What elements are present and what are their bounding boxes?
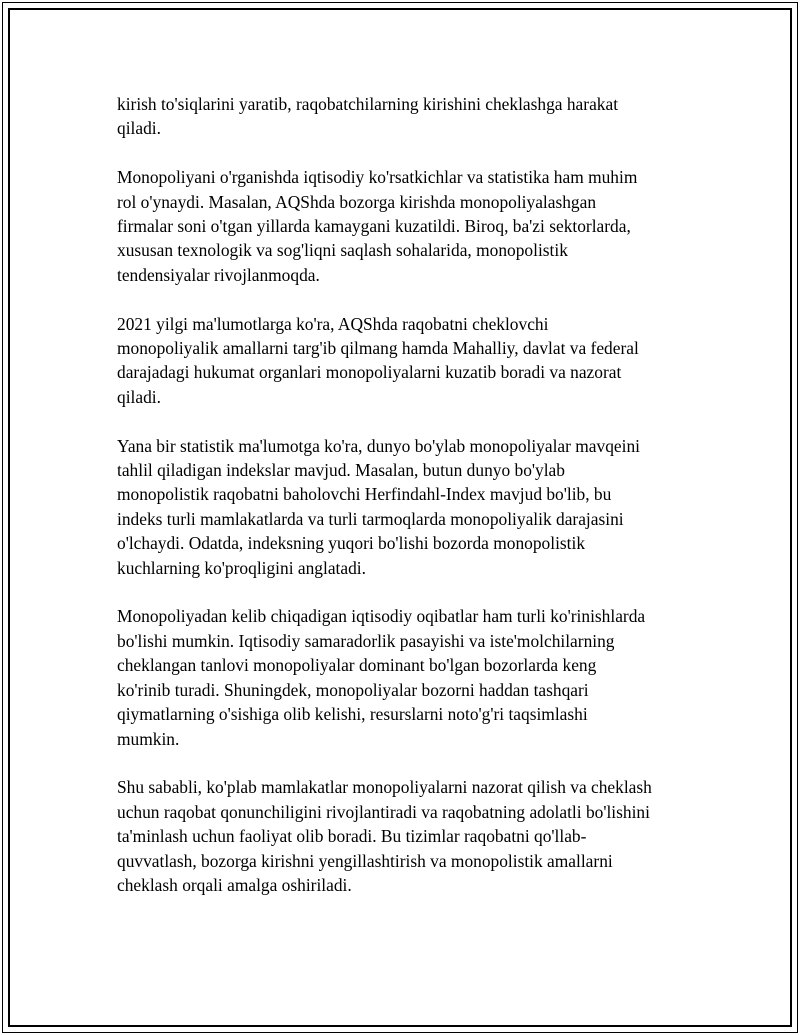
paragraph-1: kirish to'siqlarini yaratib, raqobatchilarning kirishini cheklashga harakat qiladi. — [117, 94, 619, 139]
paragraph-6: Shu sababli, ko'plab mamlakatlar monopoliyalarni nazorat qilish va cheklash uchun raqobat qonunchiligini rivojlantiradi va raqobatning adolatli bo'lishini ta'minlash uchun faoliyat olib boradi. Bu tizimlar raqobatni qo'llab- quvvatlash, bozorga kirishni yengillashtirish va monopolistik amallarni cheklash orqali amalga oshiriladi. — [117, 777, 652, 895]
paragraph-4: Yana bir statistik ma'lumotga ko'ra, dunyo bo'ylab monopoliyalar mavqeini tahlil qiladigan indekslar mavjud. Masalan, butun dunyo bo'ylab monopolistik raqobatni baholovchi Herfindahl-Index mavjud bo'lib, bu indeks turli mamlakatlarda va turli tarmoqlarda monopoliyalik darajasini o'lchaydi. Odatda, indeksning yuqori bo'lishi bozorda monopolistik kuchlarning ko'proqligini anglatadi. — [117, 435, 640, 578]
paragraph-5: Monopoliyadan kelib chiqadigan iqtisodiy oqibatlar ham turli ko'rinishlarda bo'lishi mumkin. Iqtisodiy samaradorlik pasayishi va iste'molchilarning cheklangan tanlovi monopoliyalar dominant bo'lgan bozorlarda keng ko'rinib turadi. Shuningdek, monopoliyalar bozorni haddan tashqari qiymatlarning o'sishiga olib kelishi, resurslarni noto'g'ri taqsimlashi mumkin. — [117, 606, 646, 749]
paragraph-2: Monopoliyani o'rganishda iqtisodiy ko'rsatkichlar va statistika ham muhim rol o'ynaydi. Masalan, AQShda bozorga kirishda monopoliyalashgan firmalar soni o'tgan yillarda kamaygani kuzatildi. Biroq, ba'zi sektorlarda, xususan texnologik va sog'liqni saqlash sohalarida, monopolistik tendensiyalar rivojlanmoqda. — [117, 167, 638, 285]
document-body — [117, 92, 707, 922]
paragraph-3: 2021 yilgi ma'lumotlarga ko'ra, AQShda raqobatni cheklovchi monopoliyalik amallarni targ'ib qilmang hamda Mahalliy, davlat va federal darajadagi hukumat organlari monopoliyalarni kuzatib boradi va nazorat qiladi. — [117, 313, 639, 407]
